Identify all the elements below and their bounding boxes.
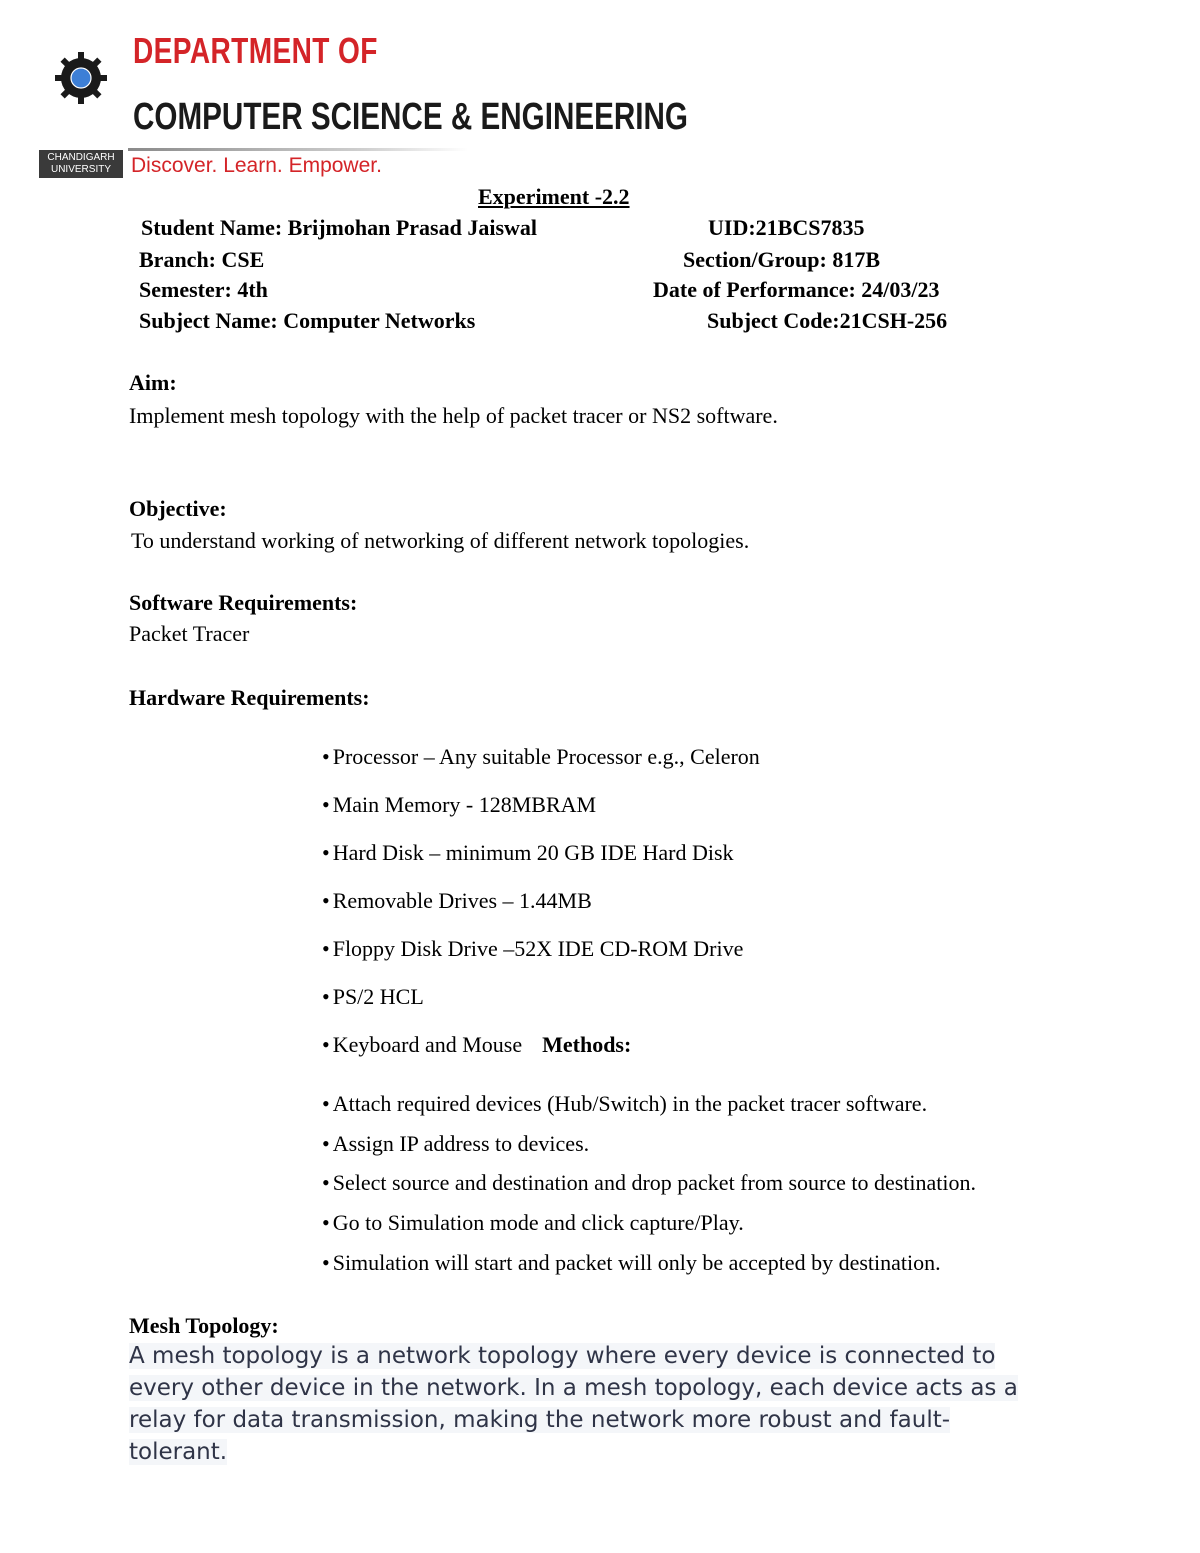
method-item: • Go to Simulation mode and click capture/Play. [322, 1210, 744, 1236]
mesh-line: tolerant. [129, 1439, 228, 1465]
department-line-2: COMPUTER SCIENCE & ENGINEERING [133, 96, 688, 138]
student-name: Student Name: Brijmohan Prasad Jaiswal [141, 215, 538, 240]
software-heading: Software Requirements: [129, 590, 358, 615]
hardware-item: • Keyboard and Mouse [322, 1032, 522, 1057]
gear-globe-icon [51, 48, 111, 108]
semester: Semester: 4th [139, 277, 268, 302]
hardware-item: • Hard Disk – minimum 20 GB IDE Hard Disk [322, 840, 734, 866]
hardware-item: • Processor – Any suitable Processor e.g., Celeron [322, 744, 760, 770]
mesh-heading: Mesh Topology: [129, 1313, 279, 1338]
date-of-performance: Date of Performance: 24/03/23 [653, 277, 940, 302]
objective-text: To understand working of networking of different network topologies. [131, 528, 750, 553]
hardware-item: • Main Memory - 128MBRAM [322, 792, 596, 818]
uid: UID:21BCS7835 [708, 215, 865, 240]
method-item: • Assign IP address to devices. [322, 1131, 589, 1157]
method-item: • Select source and destination and drop packet from source to destination. [322, 1170, 976, 1196]
subject-name: Subject Name: Computer Networks [139, 308, 476, 333]
mesh-paragraph [129, 1340, 1129, 1468]
section-group: Section/Group: 817B [683, 247, 881, 272]
hardware-item: • Floppy Disk Drive –52X IDE CD-ROM Drive [322, 936, 743, 962]
mesh-line: A mesh topology is a network topology where every device is connected to [129, 1343, 996, 1369]
aim-text: Implement mesh topology with the help of packet tracer or NS2 software. [129, 403, 778, 428]
software-text: Packet Tracer [129, 621, 250, 646]
department-line-1: DEPARTMENT OF [133, 30, 378, 71]
objective-heading: Objective: [129, 496, 227, 521]
experiment-title: Experiment -2.2 [478, 184, 630, 209]
method-item: • Simulation will start and packet will only be accepted by destination. [322, 1250, 941, 1276]
tagline: Discover. Learn. Empower. [131, 154, 382, 177]
hardware-item-last [322, 1032, 631, 1058]
header-divider [128, 148, 468, 151]
method-item: • Attach required devices (Hub/Switch) in the packet tracer software. [322, 1091, 927, 1117]
hardware-item: • Removable Drives – 1.44MB [322, 888, 592, 914]
mesh-line: relay for data transmission, making the network more robust and fault- [129, 1407, 951, 1433]
subject-code: Subject Code:21CSH-256 [707, 308, 948, 333]
aim-heading: Aim: [129, 370, 177, 395]
mesh-line: every other device in the network. In a mesh topology, each device acts as a [129, 1375, 1018, 1401]
branch: Branch: CSE [139, 247, 265, 272]
logo-initials: CU [59, 112, 103, 145]
hardware-item: • PS/2 HCL [322, 984, 424, 1010]
university-logo [39, 42, 123, 178]
logo-university-name: CHANDIGARH UNIVERSITY [47, 152, 115, 175]
methods-heading: Methods: [542, 1032, 632, 1057]
hardware-heading: Hardware Requirements: [129, 685, 370, 710]
